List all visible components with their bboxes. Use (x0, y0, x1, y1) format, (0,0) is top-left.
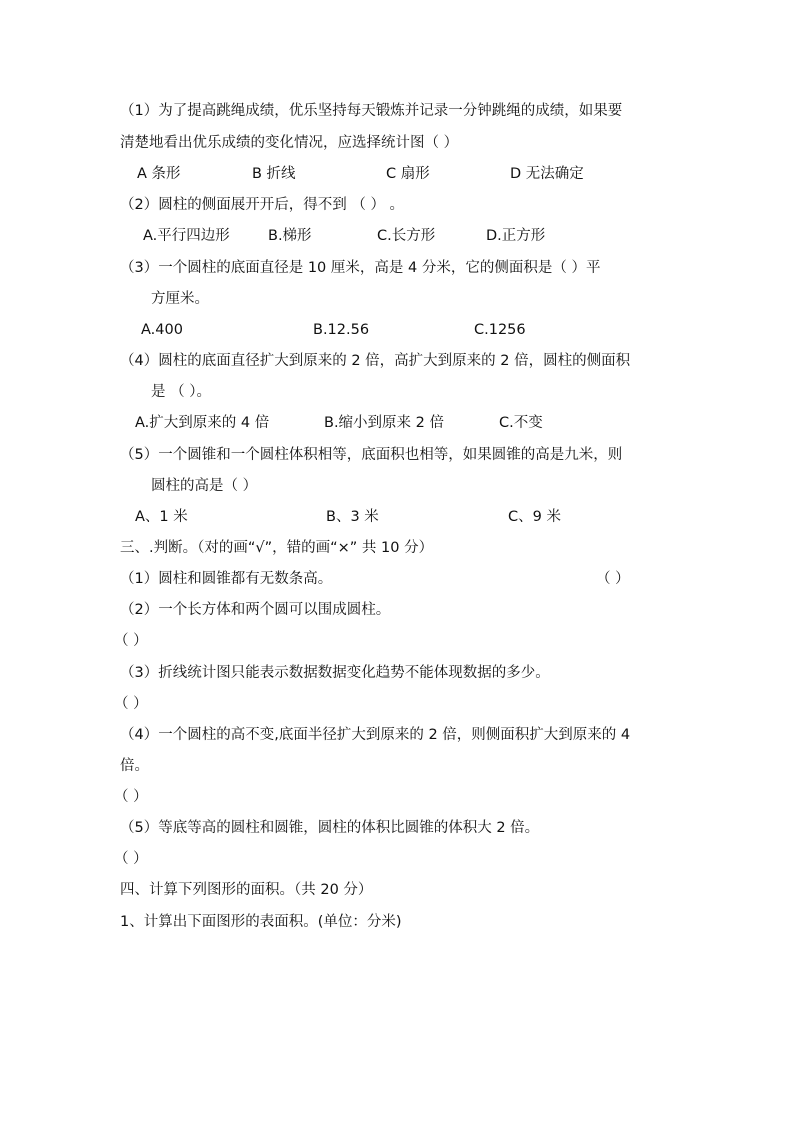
judge-blank-2: （ ） (114, 633, 148, 649)
section4-title: 四、计算下列图形的面积。（共 20 分） (120, 882, 373, 898)
q1-option-b: B 折线 (252, 166, 296, 182)
q3-line2: 方厘米。 (151, 291, 209, 307)
section3-title: 三、.判断。（对的画“√”，错的画“×” 共 10 分） (120, 540, 434, 556)
q1-line2: 清楚地看出优乐成绩的变化情况，应选择统计图（ ） (120, 135, 459, 151)
q2-option-b: B.梯形 (268, 228, 312, 244)
q5-option-b: B、3 米 (326, 509, 379, 525)
q2-option-a: A.平行四边形 (143, 228, 230, 244)
q3-option-b: B.12.56 (313, 322, 370, 338)
judge-blank-1: （ ） (596, 571, 630, 587)
judge-item-2: （2）一个长方体和两个圆可以围成圆柱。 (120, 602, 391, 618)
q4-option-a: A.扩大到原来的 4 倍 (135, 415, 270, 431)
q2-line1: （2）圆柱的侧面展开开后，得不到 （ ） 。 (120, 197, 405, 213)
q5-option-c: C、9 米 (508, 509, 561, 525)
judge-blank-3: （ ） (114, 696, 148, 712)
q3-option-c: C.1256 (474, 322, 526, 338)
q5-line2: 圆柱的高是（ ） (151, 478, 258, 494)
q4-option-c: C.不变 (499, 415, 543, 431)
q2-option-d: D.正方形 (486, 228, 546, 244)
section4-sub1: 1、计算出下面图形的表面积。(单位：分米) (120, 914, 402, 930)
q2-option-c: C.长方形 (377, 228, 436, 244)
judge-item-3: （3）折线统计图只能表示数据数据变化趋势不能体现数据的多少。 (120, 665, 550, 681)
judge-item-1: （1）圆柱和圆锥都有无数条高。 (120, 571, 333, 587)
q5-option-a: A、1 米 (135, 509, 188, 525)
judge-item-4: （4）一个圆柱的高不变,底面半径扩大到原来的 2 倍，则侧面积扩大到原来的 4 (120, 727, 631, 743)
q1-option-c: C 扇形 (386, 166, 430, 182)
judge-item-5: （5）等底等高的圆柱和圆锥，圆柱的体积比圆锥的体积大 2 倍。 (120, 820, 540, 836)
judge-item-4-cont: 倍。 (120, 758, 149, 774)
q4-line1: （4）圆柱的底面直径扩大到原来的 2 倍，高扩大到原来的 2 倍，圆柱的侧面积 (120, 353, 631, 369)
q3-line1: （3）一个圆柱的底面直径是 10 厘米，高是 4 分米，它的侧面积是（ ）平 (120, 260, 601, 276)
q4-line2: 是 （ ）。 (151, 384, 211, 400)
q4-option-b: B.缩小到原来 2 倍 (324, 415, 444, 431)
q3-option-a: A.400 (141, 322, 183, 338)
q1-option-a: A 条形 (137, 166, 181, 182)
judge-blank-5: （ ） (114, 851, 148, 867)
q5-line1: （5）一个圆锥和一个圆柱体积相等，底面积也相等，如果圆锥的高是九米，则 (120, 447, 623, 463)
judge-blank-4: （ ） (114, 789, 148, 805)
q1-option-d: D 无法确定 (510, 166, 584, 182)
q1-line1: （1）为了提高跳绳成绩，优乐坚持每天锻炼并记录一分钟跳绳的成绩，如果要 (120, 103, 623, 119)
